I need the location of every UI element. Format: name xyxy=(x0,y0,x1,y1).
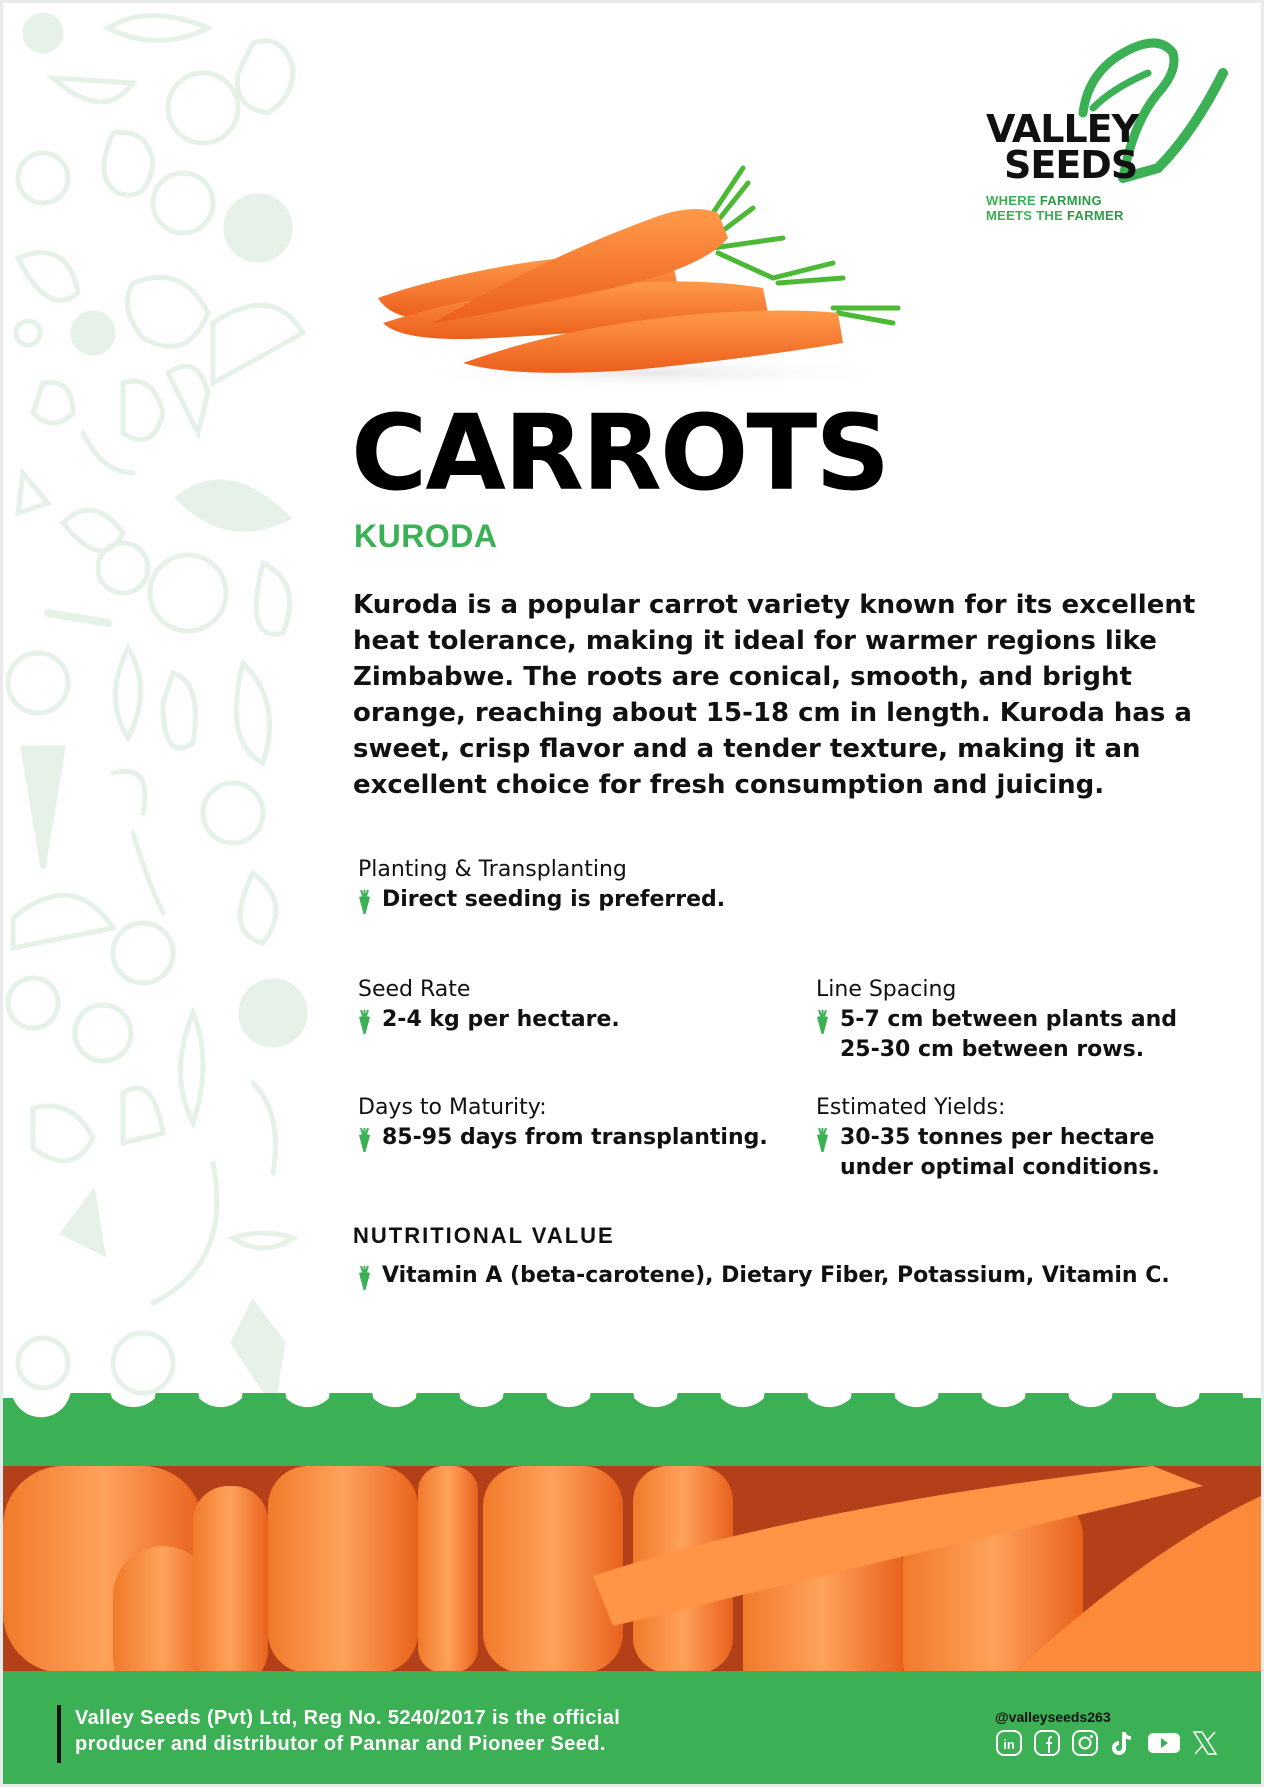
spec-value: 2-4 kg per hectare. xyxy=(382,1007,620,1032)
footer-legal-text xyxy=(75,1705,620,1757)
product-description: Kuroda is a popular carrot variety known for its excellent heat tolerance, making it ideal for warmer regions like Zimbabwe. The roots are conical, smooth, and bright orange, reaching about 15-18 cm in length. Kuroda has a sweet, crisp flavor and a tender texture, making it an excellent choice for fresh consumption and juicing. xyxy=(353,590,1196,800)
nutrition-heading: NUTRITIONAL VALUE xyxy=(353,1223,615,1248)
product-variety: KURODA xyxy=(354,518,498,554)
carrot-bullet-icon xyxy=(358,1128,371,1152)
tagline-text: WHERE xyxy=(986,193,1040,208)
carrots-photo-band xyxy=(3,1466,1261,1673)
logo-tagline xyxy=(986,193,1124,223)
spec-value: 85-95 days from transplanting. xyxy=(382,1125,768,1150)
spec-bullet xyxy=(358,1123,768,1153)
carrot-bullet-icon xyxy=(358,890,371,914)
spec-yields xyxy=(816,1093,1160,1183)
footer-line: producer and distributor of Pannar and Pioneer Seed. xyxy=(75,1733,606,1755)
footer-line: Valley Seeds (Pvt) Ltd, Reg No. 5240/2017 is the official xyxy=(75,1707,621,1729)
svg-text:in: in xyxy=(1003,1737,1015,1752)
spec-heading: Estimated Yields: xyxy=(816,1095,1006,1120)
spec-heading: Seed Rate xyxy=(358,977,471,1002)
nutrition-list xyxy=(358,1261,1170,1291)
carrots-hero-image xyxy=(373,138,913,388)
spec-value: Direct seeding is preferred. xyxy=(382,887,726,912)
scalloped-divider xyxy=(3,1393,1261,1468)
footer xyxy=(3,1671,1261,1784)
spec-value: 5-7 cm between plants and xyxy=(840,1007,1178,1032)
spec-bullet xyxy=(358,1261,1170,1291)
spec-maturity xyxy=(358,1093,768,1153)
footer-accent-bar xyxy=(57,1705,61,1763)
carrot-bullet-icon xyxy=(816,1128,829,1152)
carrot-bullet-icon xyxy=(358,1266,371,1290)
spec-bullet xyxy=(816,1123,1160,1183)
spec-heading: Days to Maturity: xyxy=(358,1095,547,1120)
spec-value: under optimal conditions. xyxy=(840,1155,1160,1180)
vegetable-pattern-background xyxy=(3,3,313,1403)
logo-wordmark xyxy=(986,107,1139,187)
tagline-text: MEETS THE xyxy=(986,208,1068,223)
carrot-bullet-icon xyxy=(816,1010,829,1034)
x-icon[interactable] xyxy=(1191,1729,1219,1757)
spec-bullet xyxy=(816,1005,1177,1065)
social-icons xyxy=(995,1729,1219,1757)
youtube-icon[interactable] xyxy=(1147,1729,1181,1757)
spec-bullet xyxy=(358,885,725,915)
social-handle[interactable]: @valleyseeds263 xyxy=(995,1709,1111,1725)
facebook-icon[interactable] xyxy=(1033,1729,1061,1757)
logo-line-seeds: SEEDS xyxy=(1004,143,1138,187)
carrot-bullet-icon xyxy=(358,1010,371,1034)
nutrition-value: Vitamin A (beta-carotene), Dietary Fiber, Potassium, Vitamin C. xyxy=(382,1263,1170,1288)
tagline-bold: FARMING xyxy=(1039,193,1102,208)
linkedin-icon[interactable] xyxy=(995,1729,1023,1757)
instagram-icon[interactable] xyxy=(1071,1729,1099,1757)
valley-seeds-logo xyxy=(983,33,1238,233)
spec-bullet xyxy=(358,1005,620,1035)
product-title: CARROTS xyxy=(351,392,889,514)
spec-heading: Line Spacing xyxy=(816,977,957,1002)
spec-value: 25-30 cm between rows. xyxy=(840,1037,1145,1062)
spec-heading: Planting & Transplanting xyxy=(358,857,627,882)
spec-line-spacing xyxy=(816,975,1177,1065)
product-sheet xyxy=(3,3,1261,1784)
tagline-bold: FARMER xyxy=(1067,208,1124,223)
tiktok-icon[interactable] xyxy=(1109,1729,1137,1757)
spec-value: 30-35 tonnes per hectare xyxy=(840,1125,1155,1150)
logo-line-valley: VALLEY xyxy=(986,107,1139,151)
spec-planting xyxy=(358,855,725,915)
spec-seed-rate xyxy=(358,975,620,1035)
